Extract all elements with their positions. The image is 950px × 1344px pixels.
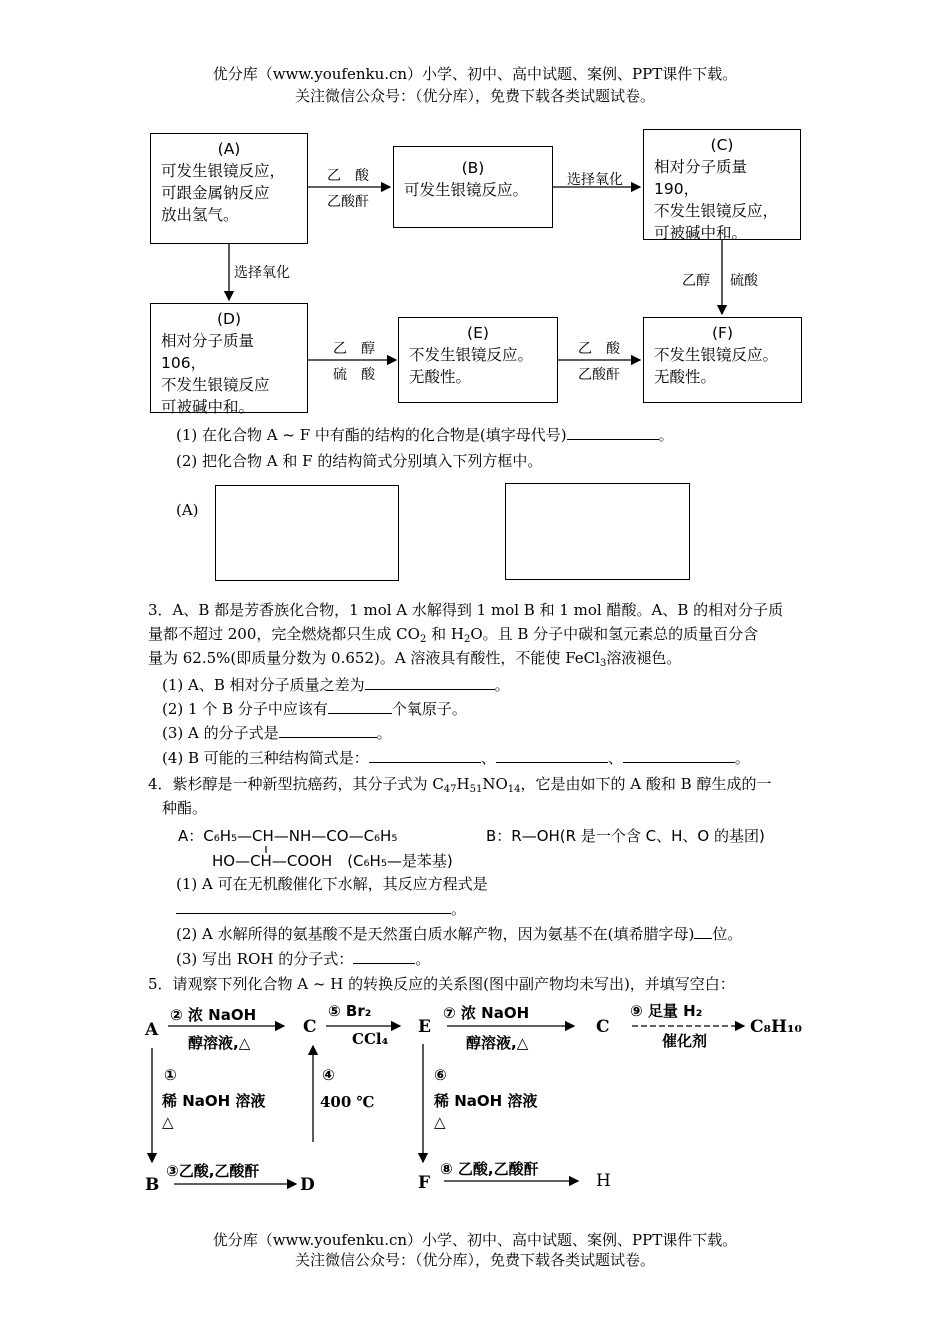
q4-sub2-text: (2) A 水解所得的氨基酸不是天然蛋白质水解产物，因为氨基不在(填希腊字母) [176, 925, 695, 943]
q4-sub1-blank[interactable] [176, 899, 451, 914]
q3-sub3-text: (3) A 的分子式是 [162, 724, 279, 742]
q4-sub2-end: 位。 [712, 925, 743, 943]
compound-e-line1: 不发生银镜反应。 [409, 346, 534, 364]
compound-a-label: (A) [217, 140, 241, 158]
q3-sub3-end: 。 [376, 724, 392, 742]
compound-b-label: (B) [461, 159, 485, 177]
alcohol-b-structure: B：R—OH(R 是一个含 C、H、O 的基团) [486, 827, 765, 845]
compound-a-line2: 可跟金属钠反应 [161, 184, 270, 202]
q5-node-c2: C [596, 1017, 610, 1037]
q2-sub2: (2) 把化合物 A 和 F 的结构简式分别填入下列方框中。 [176, 452, 543, 470]
reaction-3: ③乙酸,乙酸酐 [166, 1162, 260, 1180]
compound-f-line2: 无酸性。 [654, 368, 717, 386]
q4-l1a: 4．紫杉醇是一种新型抗癌药，其分子式为 C [148, 775, 444, 793]
q3-line1: 3．A、B 都是芳香族化合物，1 mol A 水解得到 1 mol B 和 1 mol 醋酸。A、B 的相对分子质 [148, 601, 784, 619]
q3-l2a: 量都不超过 200，完全燃烧都只生成 CO [148, 625, 420, 643]
reaction-5-top: ⑤ Br₂ [328, 1002, 372, 1020]
compound-d-label: (D) [216, 310, 242, 328]
ab-reagent-top: 乙 酸 [327, 168, 369, 184]
q4-sub1-end: 。 [451, 900, 467, 918]
q5-node-e: E [418, 1017, 431, 1037]
q4-l1b: 47 [443, 784, 457, 795]
q3-l2e: O。且 B 分子中碳和氢元素总的质量百分含 [470, 625, 759, 643]
q4-l1c: H [456, 775, 470, 793]
q5-node-h: H [596, 1171, 611, 1191]
bc-reagent: 选择氧化 [567, 172, 623, 188]
ab-reagent-bottom: 乙酸酐 [327, 194, 369, 210]
q5-intro: 5．请观察下列化合物 A ~ H 的转换反应的关系图(图中副产物均未写出)，并填写空白： [148, 975, 735, 993]
ef-reagent-bottom: 乙酸酐 [578, 367, 620, 383]
de-reagent-bottom: 硫 酸 [333, 367, 375, 383]
compound-d-line3: 可被碱中和。 [161, 398, 255, 416]
q4-line2: 种酯。 [162, 799, 208, 817]
q3-l3b: 3 [599, 658, 607, 669]
footer-line-2: 关注微信公众号：（优分库），免费下载各类试题试卷。 [294, 1251, 655, 1269]
reaction-1-heat: △ [162, 1113, 174, 1131]
reaction-7-top: ⑦ 浓 NaOH [443, 1004, 530, 1022]
reaction-2-top: ② 浓 NaOH [170, 1006, 257, 1024]
ad-reagent: 选择氧化 [234, 265, 290, 281]
q5-product-c8h10: C₈H₁₀ [750, 1017, 802, 1037]
q2-sub1-end: 。 [658, 426, 674, 444]
reaction-7-bottom: 醇溶液,△ [466, 1034, 529, 1052]
q2-sub1-text: (1) 在化合物 A ~ F 中有酯的结构的化合物是(填字母代号) [176, 426, 567, 444]
compound-c-line2: 不发生银镜反应， [654, 202, 779, 220]
reaction-5-bottom: CCl₄ [352, 1030, 389, 1048]
q3-sub2-text: (2) 1 个 B 分子中应该有 [162, 700, 328, 718]
q5-node-c1: C [303, 1017, 317, 1037]
q3-sub1-text: (1) A、B 相对分子质量之差为 [162, 676, 365, 694]
reaction-6-heat: △ [434, 1113, 446, 1131]
ef-reagent-top: 乙 酸 [578, 341, 620, 357]
reaction-6-number: ⑥ [434, 1066, 447, 1084]
q3-sub2-end: 个氧原子。 [391, 700, 467, 718]
q3-l3a: 量为 62.5%(即质量分数为 0.652)。A 溶液具有酸性，不能使 FeCl [148, 649, 600, 667]
q3-l2d: 2 [463, 634, 471, 645]
q4-l1f: 14 [507, 784, 521, 795]
compound-c-label: (C) [710, 136, 734, 154]
q4-l1d: 51 [469, 784, 483, 795]
compound-f-line1: 不发生银镜反应。 [654, 346, 779, 364]
reaction-9-top: ⑨ 足量 H₂ [630, 1002, 703, 1020]
q4-sub1: (1) A 可在无机酸催化下水解，其反应方程式是 [176, 875, 488, 893]
reaction-6-reagent: 稀 NaOH 溶液 [434, 1092, 538, 1110]
compound-d-line1: 相对分子质量106， [161, 332, 255, 372]
q3-sub1-end: 。 [494, 676, 510, 694]
header-line-2: 关注微信公众号：（优分库），免费下载各类试题试卷。 [294, 87, 655, 105]
acid-a-structure-line2: HO—CH—COOH (C₆H₅—是苯基) [212, 852, 453, 870]
q3-sub4-sep2: 、 [607, 749, 623, 767]
compound-e-label: (E) [467, 324, 489, 342]
compound-d-line2: 不发生银镜反应 [161, 376, 270, 394]
q4-l1e: NO [482, 775, 508, 793]
q3-l3c: 溶液褪色。 [606, 649, 682, 667]
reaction-9-bottom: 催化剂 [662, 1032, 708, 1050]
q3-l2c: 和 H [426, 625, 464, 643]
q4-sub3 [176, 948, 430, 970]
q5-node-f: F [418, 1173, 431, 1193]
compound-a-line3: 放出氢气。 [161, 206, 239, 224]
de-reagent-top: 乙 醇 [333, 341, 375, 357]
footer-line-1: 优分库（www.youfenku.cn）小学、初中、高中试题、案例、PPT课件下载。 [212, 1231, 738, 1249]
q4-sub1-answer [176, 898, 466, 920]
reaction-1-number: ① [164, 1066, 177, 1084]
q4-sub2 [176, 923, 742, 945]
compound-e-line2: 无酸性。 [409, 368, 472, 386]
reaction-1-reagent: 稀 NaOH 溶液 [162, 1092, 266, 1110]
compound-a-line1: 可发生银镜反应， [161, 162, 286, 180]
q3-sub4-text: (4) B 可能的三种结构简式是： [162, 749, 369, 767]
q4-sub2-blank[interactable] [694, 924, 712, 939]
compound-c-line3: 可被碱中和。 [654, 224, 748, 242]
reaction-4-number: ④ [322, 1066, 335, 1084]
acid-a-structure-line1: A：C₆H₅—CH—NH—CO—C₆H₅ [178, 827, 398, 845]
q4-sub3-end: 。 [415, 950, 431, 968]
q3-sub4-end: 。 [734, 749, 750, 767]
reaction-2-bottom: 醇溶液,△ [188, 1034, 251, 1052]
q5-node-d: D [300, 1175, 315, 1195]
cf-reagent-left: 乙醇 [682, 273, 710, 289]
q3-l2b: 2 [419, 634, 427, 645]
compound-b-line1: 可发生银镜反应。 [404, 181, 529, 199]
reaction-8: ⑧ 乙酸,乙酸酐 [440, 1160, 539, 1178]
answer-box-a-label: (A) [176, 501, 199, 519]
q4-sub3-text: (3) 写出 ROH 的分子式： [176, 950, 354, 968]
q4-l1g: ，它是由如下的 A 酸和 B 醇生成的一 [520, 775, 772, 793]
reaction-4-temp: 400 ℃ [320, 1093, 375, 1111]
compound-c-line1: 相对分子质量190， [654, 158, 748, 198]
cf-reagent-right: 硫酸 [730, 273, 758, 289]
q5-node-a: A [145, 1020, 159, 1040]
header-line-1: 优分库（www.youfenku.cn）小学、初中、高中试题、案例、PPT课件下载。 [212, 65, 738, 83]
q3-sub4-sep1: 、 [480, 749, 496, 767]
compound-f-label: (F) [711, 324, 733, 342]
q5-node-b: B [145, 1175, 160, 1195]
q4-sub3-blank[interactable] [353, 949, 415, 964]
